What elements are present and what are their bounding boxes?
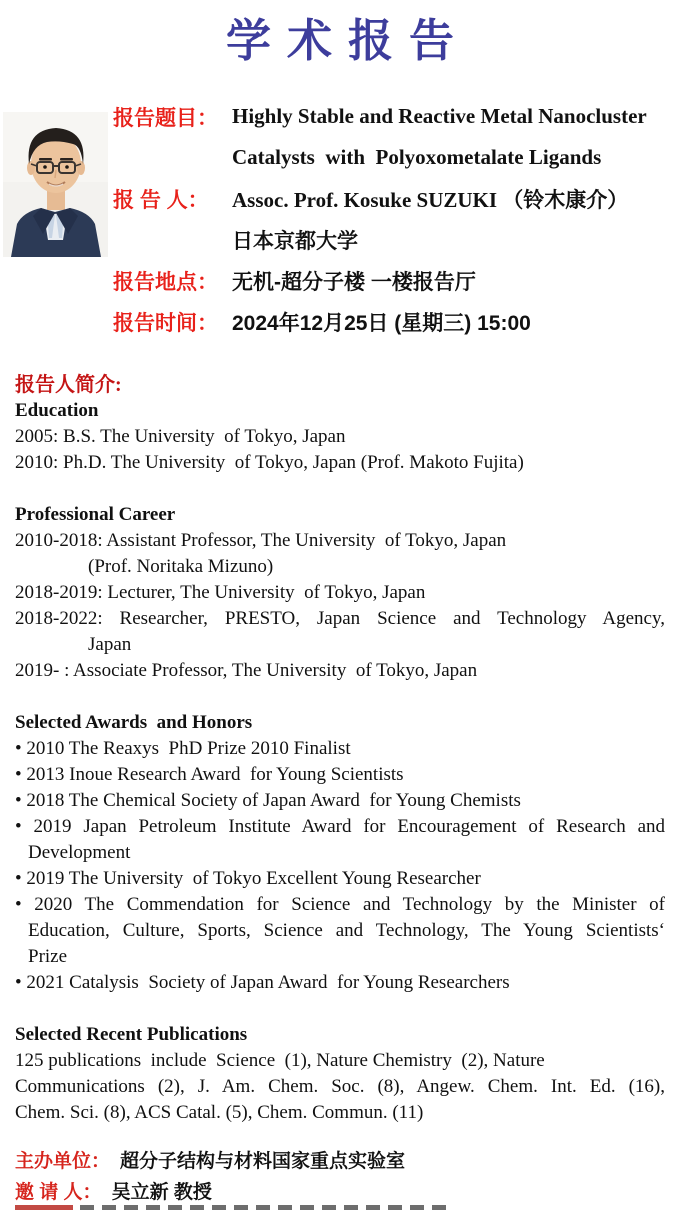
header-row	[113, 219, 678, 260]
footer-value: 吴立新 教授	[111, 1182, 212, 1203]
field-value: Catalysts with Polyoxometalate Ligands	[232, 145, 602, 169]
text-line: Development	[28, 842, 131, 863]
section-heading: Professional Career	[15, 504, 176, 525]
field-label: 报 告 人：	[113, 188, 209, 212]
field-label: 报告地点：	[113, 270, 218, 294]
text-line: Japan	[88, 634, 132, 655]
bio-section	[15, 502, 665, 684]
text-line: • 2013 Inoue Research Award for Young Scientists	[15, 764, 404, 785]
text-line: Education, Culture, Sports, Science and Technology, The Young Scientists‘	[28, 920, 665, 941]
section-heading: Education	[15, 400, 99, 421]
footer-fields	[15, 1144, 665, 1206]
text-line: Prize	[28, 946, 68, 967]
section-heading: Selected Awards and Honors	[15, 712, 253, 733]
text-line: • 2019 Japan Petroleum Institute Award for Encouragement of Research and	[15, 816, 665, 837]
bio-section	[15, 1022, 665, 1126]
footer-row	[15, 1144, 665, 1175]
cropped-bottom-line-label	[15, 1205, 73, 1210]
text-line: Communications (2), J. Am. Chem. Soc. (8), Angew. Chem. Int. Ed. (16),	[15, 1076, 665, 1097]
field-value: 2024年12月25日 (星期三) 15:00	[232, 311, 531, 335]
text-line: • 2019 The University of Tokyo Excellent Young Researcher	[15, 868, 481, 889]
header-row	[113, 260, 678, 301]
page-title: 学术报告	[225, 15, 470, 66]
speaker-photo	[3, 112, 108, 257]
text-line: 125 publications include Science (1), Nature Chemistry (2), Nature	[15, 1050, 545, 1071]
field-label: 报告题目：	[113, 106, 218, 130]
header-row	[113, 96, 678, 137]
field-value: 日本京都大学	[232, 229, 358, 253]
text-line: (Prof. Noritaka Mizuno)	[88, 556, 274, 577]
footer-label: 主办单位：	[15, 1151, 111, 1172]
text-line: 2019- : Associate Professor, The University of Tokyo, Japan	[15, 660, 478, 681]
field-value: 无机-超分子楼 一楼报告厅	[232, 270, 476, 294]
header-row	[113, 301, 678, 342]
footer-row	[15, 1175, 665, 1206]
header-row	[113, 137, 678, 178]
speaker-bio	[15, 372, 665, 1126]
speaker-portrait-photo	[3, 112, 108, 257]
bio-heading: 报告人简介:	[15, 374, 122, 396]
text-line: 2018-2019: Lecturer, The University of Tokyo, Japan	[15, 582, 426, 603]
text-line: • 2020 The Commendation for Science and Technology by the Minister of	[15, 894, 665, 915]
text-line: • 2018 The Chemical Society of Japan Award for Young Chemists	[15, 790, 521, 811]
text-line: • 2021 Catalysis Society of Japan Award for Young Researchers	[15, 972, 510, 993]
bio-section	[15, 710, 665, 996]
field-label: 报告时间：	[113, 311, 218, 335]
text-line: 2018-2022: Researcher, PRESTO, Japan Science and Technology Agency,	[15, 608, 665, 629]
field-value: Highly Stable and Reactive Metal Nanocluster	[232, 104, 647, 128]
footer-value: 超分子结构与材料国家重点实验室	[120, 1151, 406, 1172]
footer-label: 邀 请 人：	[15, 1182, 102, 1203]
text-line: Chem. Sci. (8), ACS Catal. (5), Chem. Commun. (11)	[15, 1102, 424, 1123]
cropped-bottom-line-text	[80, 1205, 450, 1210]
text-line: 2010-2018: Assistant Professor, The University of Tokyo, Japan	[15, 530, 507, 551]
bio-sections	[15, 398, 665, 1126]
text-line: 2010: Ph.D. The University of Tokyo, Japan (Prof. Makoto Fujita)	[15, 452, 524, 473]
header-row	[113, 178, 678, 219]
text-line: • 2010 The Reaxys PhD Prize 2010 Finalist	[15, 738, 351, 759]
header-fields	[113, 96, 678, 342]
text-line: 2005: B.S. The University of Tokyo, Japan	[15, 426, 346, 447]
section-heading: Selected Recent Publications	[15, 1024, 248, 1045]
field-value: Assoc. Prof. Kosuke SUZUKI （铃木康介）	[232, 187, 629, 212]
bio-section	[15, 398, 665, 476]
